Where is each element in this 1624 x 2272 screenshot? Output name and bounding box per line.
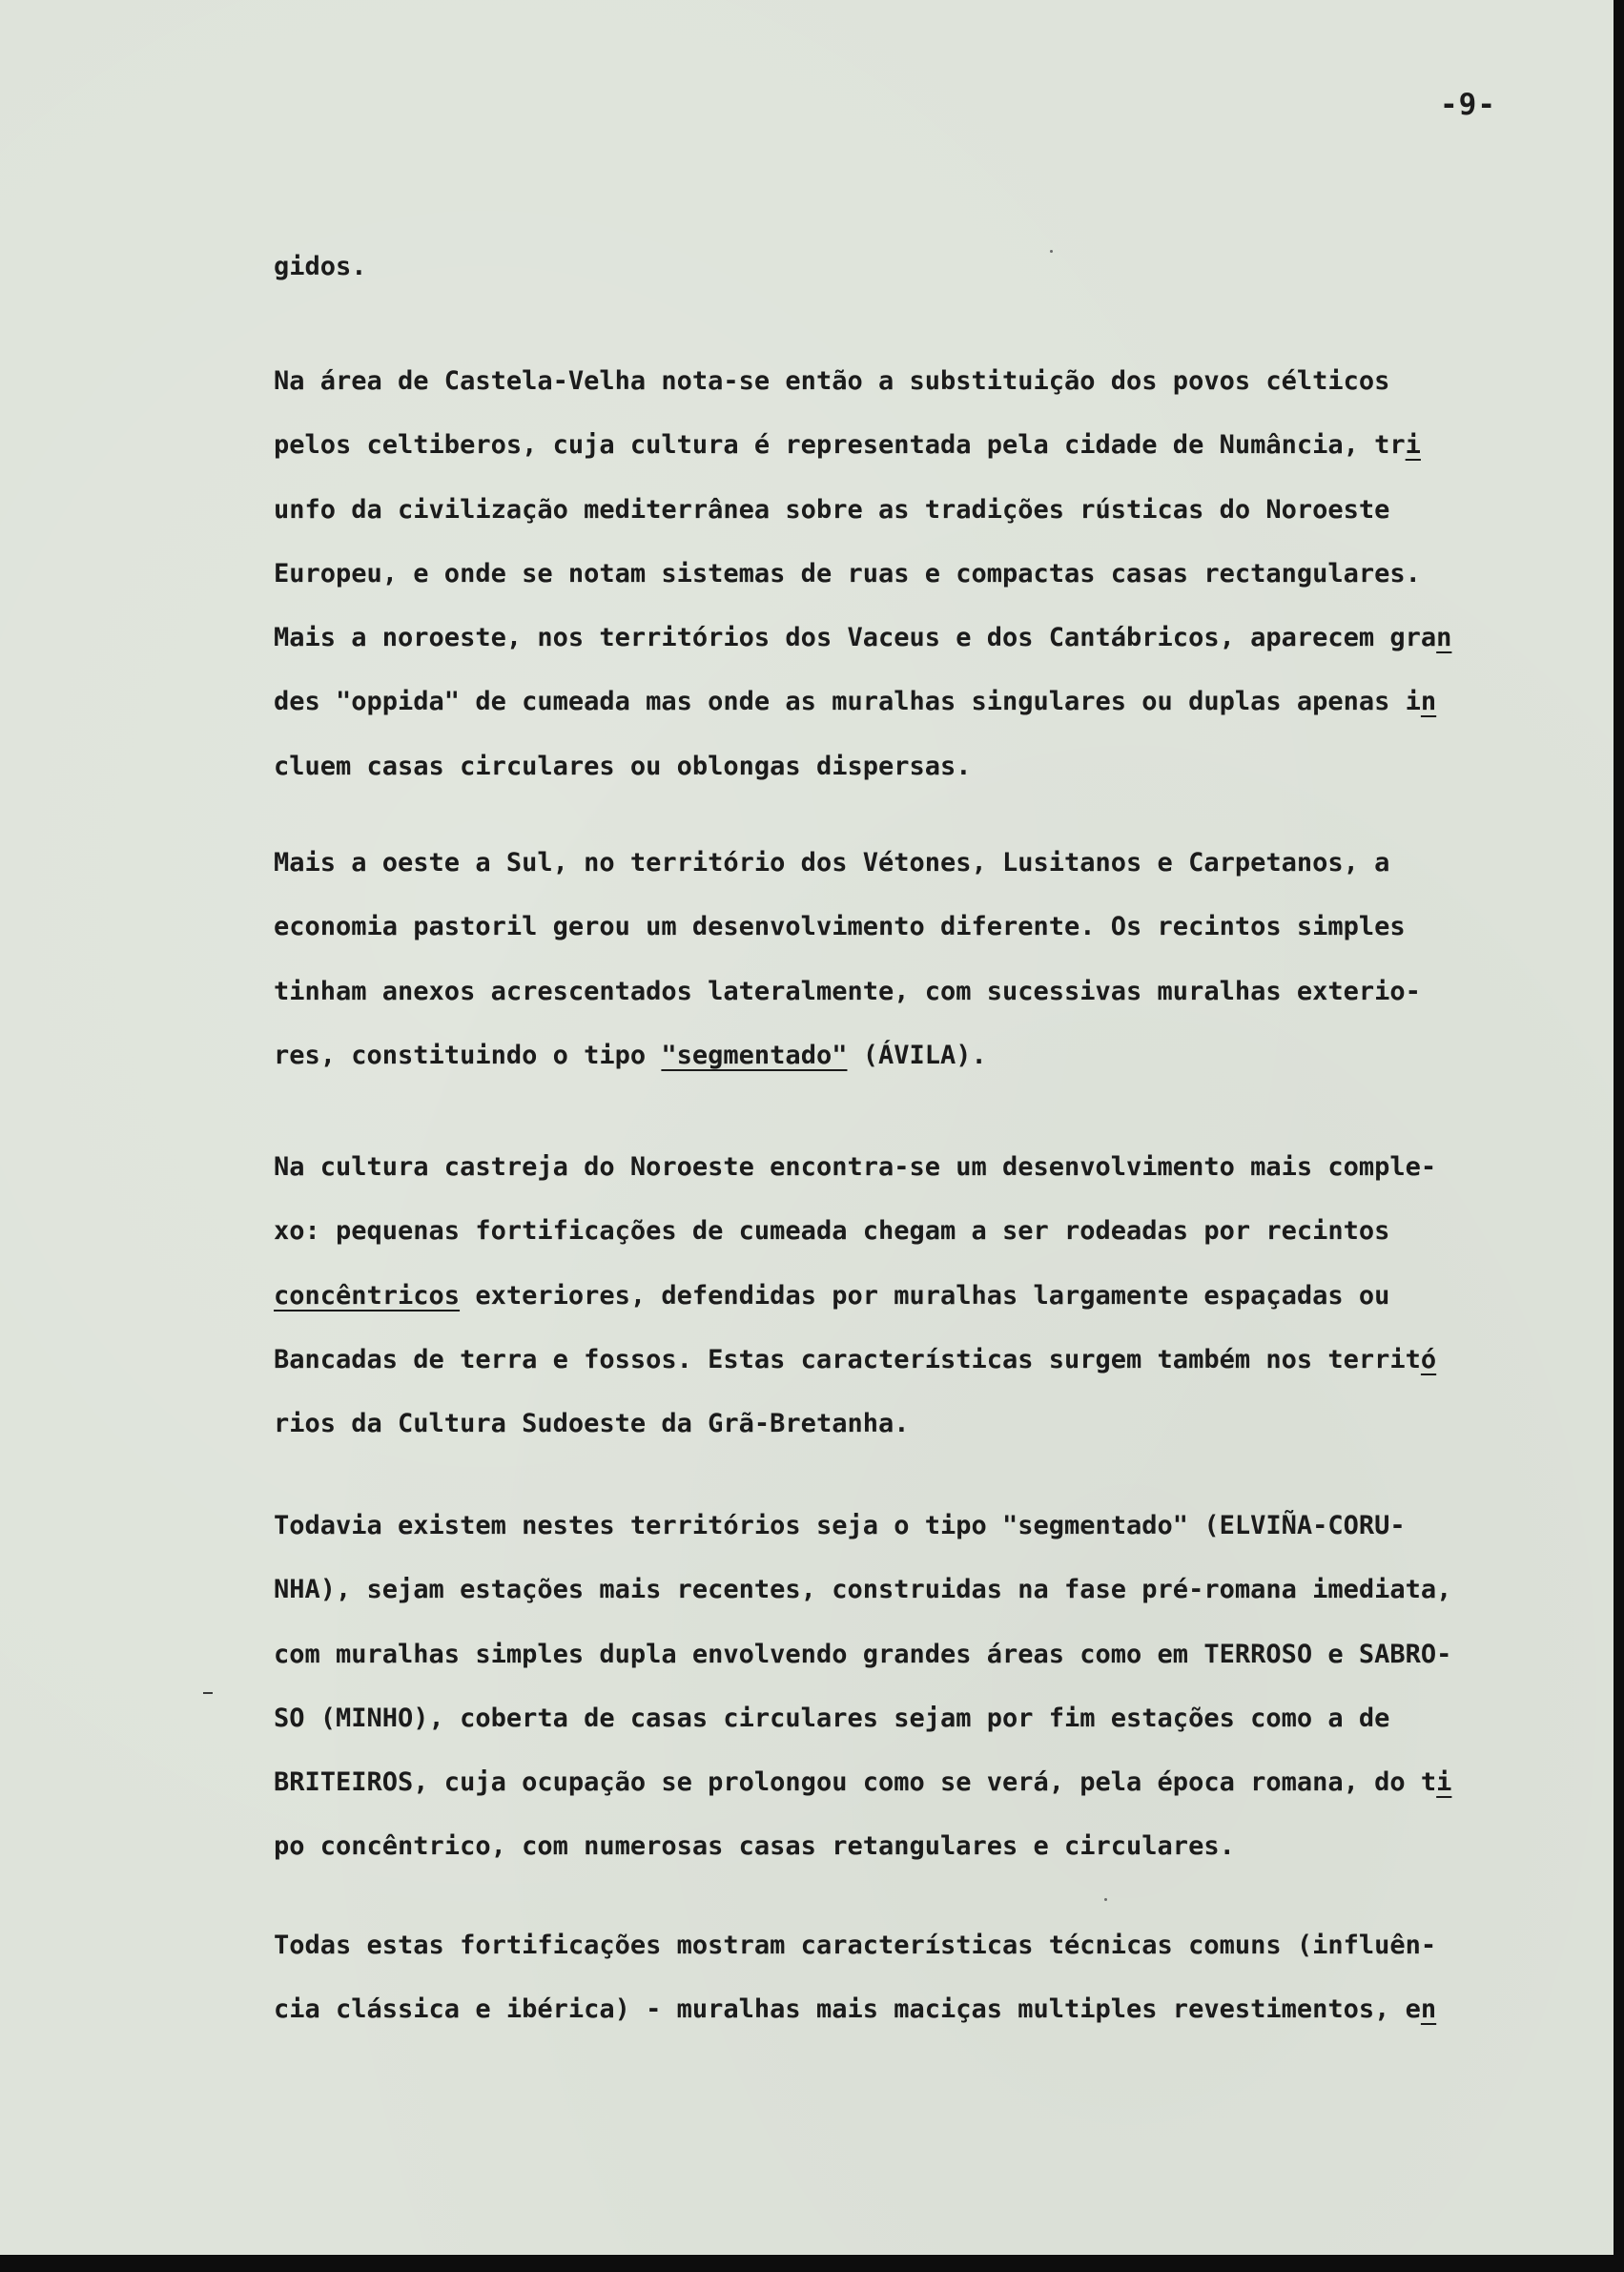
text-segment: cluem casas circulares ou oblongas dispersas. — [274, 751, 972, 781]
underlined-text: concêntricos — [274, 1280, 461, 1311]
underlined-text: i — [1405, 430, 1421, 461]
text-line — [274, 831, 1421, 895]
text-line — [274, 1023, 1421, 1087]
text-line — [274, 1199, 1436, 1263]
text-segment: tinham anexos acrescentados lateralmente, com sucessivas muralhas exterio- — [274, 976, 1421, 1006]
text-segment: Na área de Castela-Velha nota-se então a substituição dos povos célticos — [274, 366, 1390, 396]
text-line — [274, 542, 1451, 606]
text-line — [274, 1558, 1451, 1621]
text-segment: com muralhas simples dupla envolvendo grandes áreas como em TERROSO e SABRO- — [274, 1639, 1452, 1669]
text-line — [274, 413, 1451, 477]
text-line — [274, 1686, 1451, 1750]
text-segment: Todavia existem nestes territórios seja o tipo "segmentado" (ELVIÑA-CORU- — [274, 1511, 1406, 1540]
text-segment: BRITEIROS, cuja ocupação se prolongou como se verá, pela época romana, do t — [274, 1767, 1437, 1798]
text-line — [274, 1750, 1451, 1814]
paper-speck — [1050, 250, 1053, 253]
text-segment: des "oppida" de cumeada mas onde as muralhas singulares ou duplas apenas i — [274, 687, 1421, 717]
text-segment: gidos. — [274, 252, 367, 281]
text-segment: Mais a oeste a Sul, no território dos Vétones, Lusitanos e Carpetanos, a — [274, 848, 1390, 878]
text-segment: unfo da civilização mediterrânea sobre as tradições rústicas do Noroeste — [274, 494, 1390, 525]
text-line — [274, 1494, 1451, 1558]
text-line — [274, 1814, 1451, 1878]
underlined-text: i — [1436, 1767, 1452, 1798]
paragraph-vetones-avila — [274, 831, 1421, 1087]
text-segment: xo: pequenas fortificações de cumeada chegam a ser rodeadas por recintos — [274, 1216, 1390, 1247]
margin-mark — [203, 1692, 213, 1694]
paragraph-cultura-castreja — [274, 1135, 1436, 1456]
text-segment: cia clássica e ibérica) - muralhas mais maciças multiples revestimentos, e — [274, 1994, 1421, 2025]
text-segment: Mais a noroeste, nos territórios dos Vaceus e dos Cantábricos, aparecem gra — [274, 623, 1437, 653]
text-line — [274, 1328, 1436, 1392]
text-segment: exteriores, defendidas por muralhas largamente espaçadas ou — [460, 1280, 1390, 1311]
underlined-text: n — [1420, 1994, 1437, 2025]
text-segment: (ÁVILA). — [847, 1040, 987, 1070]
text-segment: pelos celtiberos, cuja cultura é representada pela cidade de Numância, tr — [274, 430, 1406, 461]
text-segment: res, constituindo o tipo — [274, 1040, 662, 1070]
text-segment: SO (MINHO), coberta de casas circulares sejam por fim estações como a de — [274, 1703, 1390, 1733]
paragraph-todas-fortificacoes — [274, 1913, 1436, 2042]
text-segment: Todas estas fortificações mostram características técnicas comuns (influên- — [274, 1931, 1437, 1960]
text-line — [274, 235, 367, 299]
text-line — [274, 960, 1421, 1023]
underlined-text: n — [1436, 623, 1452, 653]
paragraph-castela-velha — [274, 349, 1451, 798]
text-segment: Europeu, e onde se notam sistemas de ruas e compactas casas rectangulares. — [274, 558, 1421, 589]
page-number: -9- — [1440, 88, 1496, 122]
paragraph-continuation — [274, 235, 367, 299]
text-line — [274, 1977, 1436, 2041]
text-segment: po concêntrico, com numerosas casas retangulares e circulares. — [274, 1831, 1235, 1862]
text-segment: Bancadas de terra e fossos. Estas características surgem também nos territ — [274, 1344, 1421, 1374]
underlined-text: ó — [1420, 1344, 1437, 1374]
underlined-text: n — [1420, 687, 1437, 717]
text-line — [274, 606, 1451, 670]
text-segment: economia pastoril gerou um desenvolvimento diferente. Os recintos simples — [274, 912, 1406, 942]
text-line — [274, 349, 1451, 413]
text-segment: rios da Cultura Sudoeste da Grã-Bretanha. — [274, 1409, 910, 1439]
paper-speck — [1104, 1898, 1107, 1901]
text-line — [274, 734, 1451, 798]
text-line — [274, 1264, 1436, 1328]
text-line — [274, 895, 1421, 959]
text-line — [274, 1622, 1451, 1686]
text-line — [274, 1392, 1436, 1456]
text-line — [274, 670, 1451, 733]
text-line — [274, 1913, 1436, 1977]
text-segment: NHA), sejam estações mais recentes, construidas na fase pré-romana imediata, — [274, 1575, 1452, 1605]
text-segment: Na cultura castreja do Noroeste encontra-se um desenvolvimento mais comple- — [274, 1152, 1437, 1182]
underlined-text: "segmentado" — [661, 1040, 848, 1070]
text-line — [274, 478, 1451, 542]
paragraph-todavia — [274, 1494, 1451, 1879]
text-line — [274, 1135, 1436, 1199]
